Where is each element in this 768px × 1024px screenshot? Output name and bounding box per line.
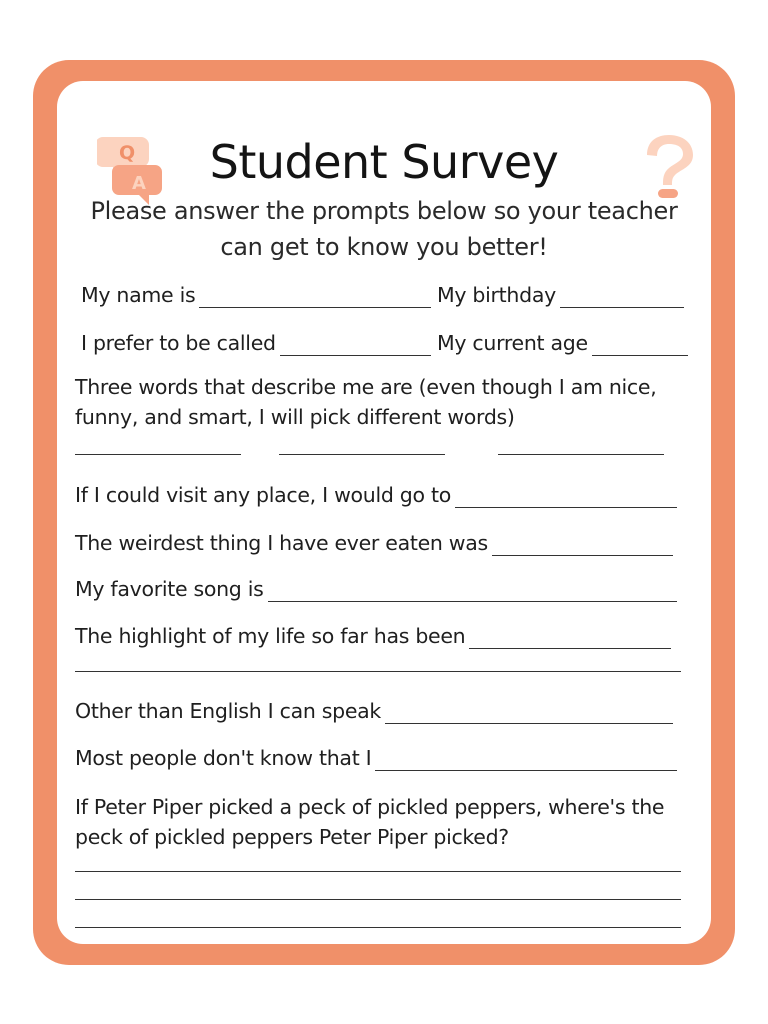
languages-label: Other than English I can speak: [75, 699, 382, 723]
survey-sheet: [57, 81, 711, 944]
age-field[interactable]: [437, 330, 688, 356]
highlight-field[interactable]: [75, 623, 671, 649]
peter-piper-prompt: If Peter Piper picked a peck of pickled peppers, where's the peck of pickled peppers Peter Piper picked?: [75, 795, 665, 849]
preferred-name-field[interactable]: [81, 330, 431, 356]
visit-label: If I could visit any place, I would go to: [75, 483, 451, 507]
word-two-line[interactable]: [279, 454, 445, 455]
word-three-line[interactable]: [498, 454, 664, 455]
visit-answer-line[interactable]: [455, 487, 677, 508]
favorite-song-answer-line[interactable]: [268, 581, 678, 602]
three-words-prompt: Three words that describe me are (even though I am nice, funny, and smart, I will pick different words): [75, 375, 657, 429]
peter-piper-line-2[interactable]: [75, 899, 681, 900]
highlight-extra-line[interactable]: [75, 671, 681, 672]
birthday-answer-line[interactable]: [560, 287, 684, 308]
secret-label: Most people don't know that I: [75, 746, 372, 770]
weirdest-food-field[interactable]: [75, 530, 673, 556]
qa-letter-a: A: [132, 173, 146, 194]
languages-field[interactable]: [75, 698, 673, 724]
name-answer-line[interactable]: [199, 287, 431, 308]
languages-answer-line[interactable]: [385, 703, 673, 724]
visit-field[interactable]: [75, 482, 677, 508]
qa-letter-q: Q: [119, 142, 136, 164]
birthday-label: My birthday: [437, 283, 556, 307]
preferred-name-answer-line[interactable]: [280, 335, 431, 356]
favorite-song-field[interactable]: [75, 576, 677, 602]
page-subtitle: Please answer the prompts below so your teacher can get to know you better!: [90, 197, 678, 261]
highlight-answer-line[interactable]: [469, 628, 671, 649]
peter-piper-line-3[interactable]: [75, 927, 681, 928]
age-label: My current age: [437, 331, 588, 355]
weirdest-food-answer-line[interactable]: [492, 535, 673, 556]
birthday-field[interactable]: [437, 282, 684, 308]
age-answer-line[interactable]: [592, 335, 688, 356]
weirdest-food-label: The weirdest thing I have ever eaten was: [75, 531, 488, 555]
preferred-name-label: I prefer to be called: [81, 331, 276, 355]
name-label: My name is: [81, 283, 196, 307]
highlight-label: The highlight of my life so far has been: [75, 624, 466, 648]
page-border: [33, 60, 735, 965]
name-field[interactable]: [81, 282, 431, 308]
page-title: Student Survey: [209, 135, 559, 189]
secret-answer-line[interactable]: [375, 750, 677, 771]
word-one-line[interactable]: [75, 454, 241, 455]
peter-piper-line-1[interactable]: [75, 871, 681, 872]
favorite-song-label: My favorite song is: [75, 577, 264, 601]
secret-field[interactable]: [75, 745, 677, 771]
